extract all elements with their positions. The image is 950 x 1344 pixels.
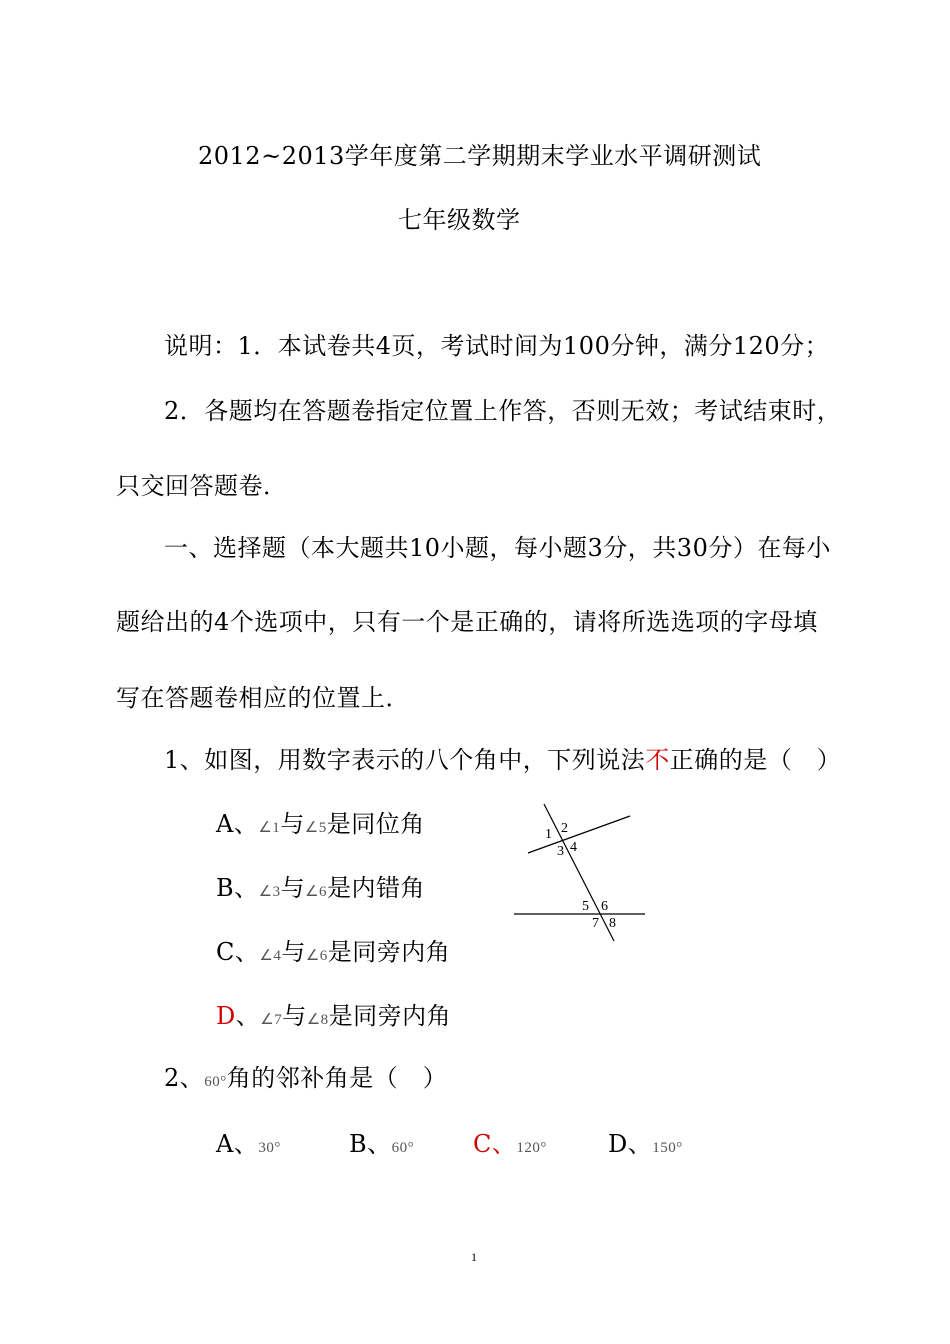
instruction-line-3: 只交回答题卷． bbox=[116, 472, 288, 500]
option-value: 150° bbox=[652, 1140, 683, 1156]
connector: 与 bbox=[280, 874, 306, 902]
question-2-option-c bbox=[473, 1124, 547, 1159]
exam-title: 2012~2013学年度第二学期期末学业水平调研测试 bbox=[198, 142, 762, 170]
figure-label-6: 6 bbox=[601, 899, 608, 914]
connector: 与 bbox=[280, 810, 305, 838]
instruction-line-2: 2．各题均在答题卷指定位置上作答，否则无效；考试结束时， bbox=[164, 397, 842, 425]
angle-label: ∠6 bbox=[305, 948, 328, 964]
option-letter: B、 bbox=[216, 874, 259, 902]
question-2-stem bbox=[164, 1058, 447, 1093]
figure-label-7: 7 bbox=[592, 916, 599, 931]
question-2-text: 角的邻补角是（ ） bbox=[226, 1064, 448, 1092]
figure-label-3: 3 bbox=[557, 844, 564, 859]
option-description: 是同位角 bbox=[326, 810, 425, 838]
figure-label-2: 2 bbox=[561, 821, 568, 836]
question-1-stem bbox=[164, 740, 841, 775]
question-2-option-a bbox=[216, 1124, 281, 1159]
question-1-option-d bbox=[216, 996, 451, 1031]
option-description: 是同旁内角 bbox=[327, 938, 451, 966]
upper-line bbox=[528, 816, 630, 853]
question-1-stem-pre: 1、如图，用数字表示的八个角中，下列说法 bbox=[164, 746, 646, 774]
transversal-line bbox=[544, 804, 614, 941]
figure-label-1: 1 bbox=[545, 827, 552, 842]
angle-label: ∠5 bbox=[304, 820, 327, 836]
option-letter: A、 bbox=[216, 1130, 259, 1158]
question-1-option-b bbox=[216, 868, 425, 903]
connector: 与 bbox=[282, 1002, 307, 1030]
angle-label: ∠4 bbox=[259, 948, 282, 964]
section-1-line-2: 题给出的4个选项中，只有一个是正确的，请将所选选项的字母填 bbox=[116, 608, 818, 636]
question-1-option-a bbox=[216, 804, 425, 839]
section-1-line-3: 写在答题卷相应的位置上． bbox=[116, 684, 410, 712]
section-1-line-1: 一、选择题（本大题共10小题，每小题3分，共30分）在每小 bbox=[164, 534, 831, 562]
angle-value: 60° bbox=[204, 1074, 227, 1090]
option-letter-suffix: 、 bbox=[235, 1002, 261, 1030]
option-letter: D bbox=[216, 1002, 236, 1030]
figure-label-4: 4 bbox=[570, 840, 577, 855]
question-1-stem-post: 正确的是（ ） bbox=[669, 746, 842, 774]
angle-label: ∠7 bbox=[260, 1012, 283, 1028]
angle-label: ∠3 bbox=[258, 884, 281, 900]
question-2-option-d bbox=[608, 1124, 683, 1159]
option-description: 是同旁内角 bbox=[328, 1002, 452, 1030]
figure-label-5: 5 bbox=[582, 899, 589, 914]
option-value: 120° bbox=[516, 1140, 547, 1156]
angle-figure bbox=[500, 795, 660, 955]
option-letter: B、 bbox=[349, 1130, 392, 1158]
exam-subtitle: 七年级数学 bbox=[398, 206, 521, 234]
option-value: 60° bbox=[391, 1140, 415, 1156]
angle-label: ∠6 bbox=[305, 884, 328, 900]
connector: 与 bbox=[281, 938, 306, 966]
option-description: 是内错角 bbox=[327, 874, 426, 902]
option-letter: D、 bbox=[608, 1130, 653, 1158]
question-1-option-c bbox=[216, 932, 450, 967]
figure-label-8: 8 bbox=[609, 916, 616, 931]
instruction-line-1: 说明：1．本试卷共4页，考试时间为100分钟，满分120分； bbox=[164, 332, 830, 360]
question-1-stem-emphasis: 不 bbox=[645, 746, 670, 774]
option-letter: A、 bbox=[216, 810, 259, 838]
option-letter: C、 bbox=[216, 938, 260, 966]
option-letter: C、 bbox=[473, 1130, 517, 1158]
page-number: 1 bbox=[471, 1250, 477, 1264]
question-2-option-b bbox=[349, 1124, 414, 1159]
angle-label: ∠8 bbox=[306, 1012, 329, 1028]
option-value: 30° bbox=[258, 1140, 281, 1156]
question-number: 2、 bbox=[164, 1064, 205, 1092]
angle-label: ∠1 bbox=[258, 820, 281, 836]
